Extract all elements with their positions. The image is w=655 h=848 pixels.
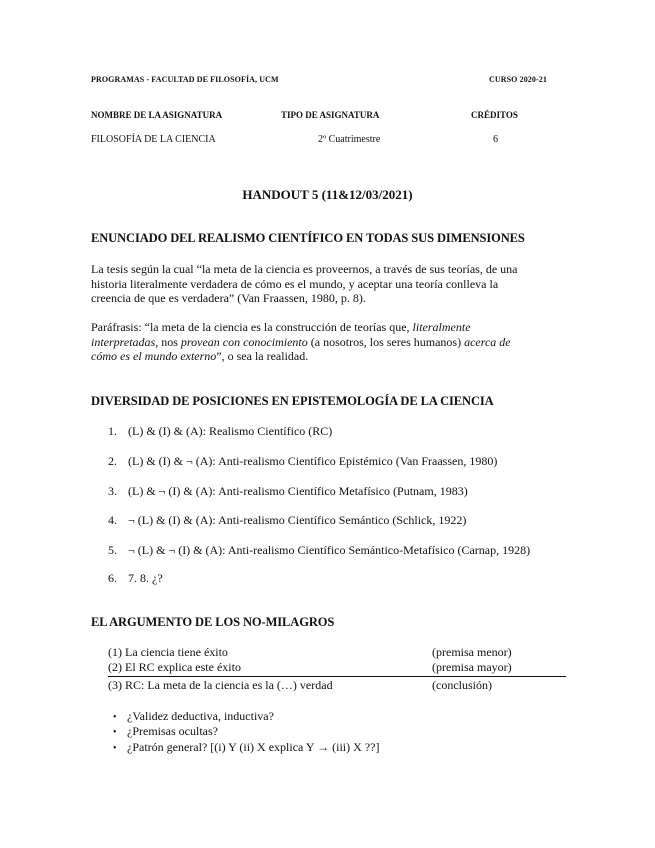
- subject-type-value: 2º Cuatrimestre: [318, 134, 381, 145]
- list-text: (L) & (I) & (A): Realismo Científico (RC): [128, 424, 333, 438]
- thesis-line: La tesis según la cual “la meta de la ciencia es proveernos, a través de sus teorías, de una: [91, 262, 518, 276]
- list-item: [108, 571, 163, 586]
- argument-divider: [108, 676, 566, 677]
- paraphrase-text: ”, o sea la realidad.: [216, 349, 309, 363]
- list-item: [108, 543, 530, 558]
- paraphrase-italic: acerca de: [464, 334, 511, 349]
- list-text: ¬ (L) & (I) & (A): Anti-realismo Científico Semántico (Schlick, 1922): [128, 513, 467, 527]
- subject-name-header: NOMBRE DE LA ASIGNATURA: [91, 110, 223, 120]
- list-number: 4.: [108, 513, 117, 527]
- list-number: 2.: [108, 454, 117, 468]
- paraphrase-line: [91, 320, 571, 335]
- paraphrase-text: Paráfrasis: “la meta de la ciencia es la construcción de teorías que,: [91, 320, 413, 334]
- argument-label: (premisa menor): [432, 645, 512, 659]
- thesis-line: historia literalmente verdadera de cómo es el mundo, y aceptar una teoría conlleva la: [91, 276, 499, 291]
- bullet-text: ¿Premisas ocultas?: [127, 724, 218, 738]
- list-number: 6.: [108, 571, 117, 585]
- argument-conclusion: (3) RC: La meta de la ciencia es la (…) verdad: [108, 678, 333, 692]
- argument-label: (premisa mayor): [432, 660, 512, 674]
- list-number: 5.: [108, 543, 117, 557]
- paraphrase-italic: interpretadas: [91, 334, 156, 349]
- list-text: (L) & ¬ (I) & (A): Anti-realismo Científico Metafísico (Putnam, 1983): [128, 484, 468, 498]
- list-item: [108, 424, 332, 439]
- paraphrase-line: [91, 335, 571, 350]
- bullet-item: [113, 709, 274, 724]
- handout-title: HANDOUT 5 (11&12/03/2021): [242, 187, 413, 202]
- argument-label: (conclusión): [432, 678, 492, 692]
- course-header: CURSO 2020-21: [489, 75, 547, 84]
- bullet-item: [113, 740, 379, 755]
- section-heading-positions: DIVERSIDAD DE POSICIONES EN EPISTEMOLOGÍA DE LA CIENCIA: [91, 394, 494, 408]
- credits-header: CRÉDITOS: [471, 110, 518, 120]
- bullet-icon: •: [113, 743, 117, 754]
- paraphrase-text: , nos: [155, 334, 181, 349]
- bullet-icon: •: [113, 712, 117, 723]
- paraphrase-paragraph: [91, 320, 571, 364]
- list-item: [108, 454, 497, 469]
- paraphrase-italic: literalmente: [412, 320, 471, 334]
- thesis-line: creencia de que es verdadera” (Van Fraassen, 1980, p. 8).: [91, 291, 366, 305]
- argument-claim: (2) El RC explica este éxito: [108, 660, 241, 674]
- program-header: PROGRAMAS - FACULTAD DE FILOSOFÍA, UCM: [91, 75, 279, 84]
- subject-name-value: FILOSOFÍA DE LA CIENCIA: [91, 134, 216, 145]
- section-heading-realism: ENUNCIADO DEL REALISMO CIENTÍFICO EN TODAS SUS DIMENSIONES: [91, 231, 525, 245]
- bullet-text: ¿Validez deductiva, inductiva?: [127, 709, 274, 723]
- section-heading-no-miracles: EL ARGUMENTO DE LOS NO-MILAGROS: [91, 615, 335, 629]
- list-item: [108, 513, 466, 528]
- bullet-text: ¿Patrón general? [(i) Y (ii) X explica Y → (iii) X ??]: [127, 740, 380, 754]
- subject-type-header: TIPO DE ASIGNATURA: [281, 110, 380, 120]
- thesis-paragraph: [91, 262, 571, 306]
- argument-claim: (1) La ciencia tiene éxito: [108, 645, 228, 659]
- bullet-icon: •: [113, 727, 117, 738]
- paraphrase-line: [91, 349, 571, 364]
- paraphrase-italic: cómo es el mundo externo: [91, 349, 217, 363]
- bullet-item: [113, 724, 218, 739]
- paraphrase-text: (a nosotros, los seres humanos): [307, 334, 465, 349]
- list-text: (L) & (I) & ¬ (A): Anti-realismo Científico Epistémico (Van Fraassen, 1980): [128, 454, 498, 468]
- list-text: ¬ (L) & ¬ (I) & (A): Anti-realismo Científico Semántico-Metafísico (Carnap, 1928): [128, 543, 531, 557]
- credits-value: 6: [493, 134, 498, 145]
- list-number: 1.: [108, 424, 117, 438]
- list-item: [108, 484, 468, 499]
- list-number: 3.: [108, 484, 117, 498]
- list-text: 7. 8. ¿?: [128, 571, 163, 585]
- paraphrase-italic: provean con conocimiento: [180, 334, 308, 349]
